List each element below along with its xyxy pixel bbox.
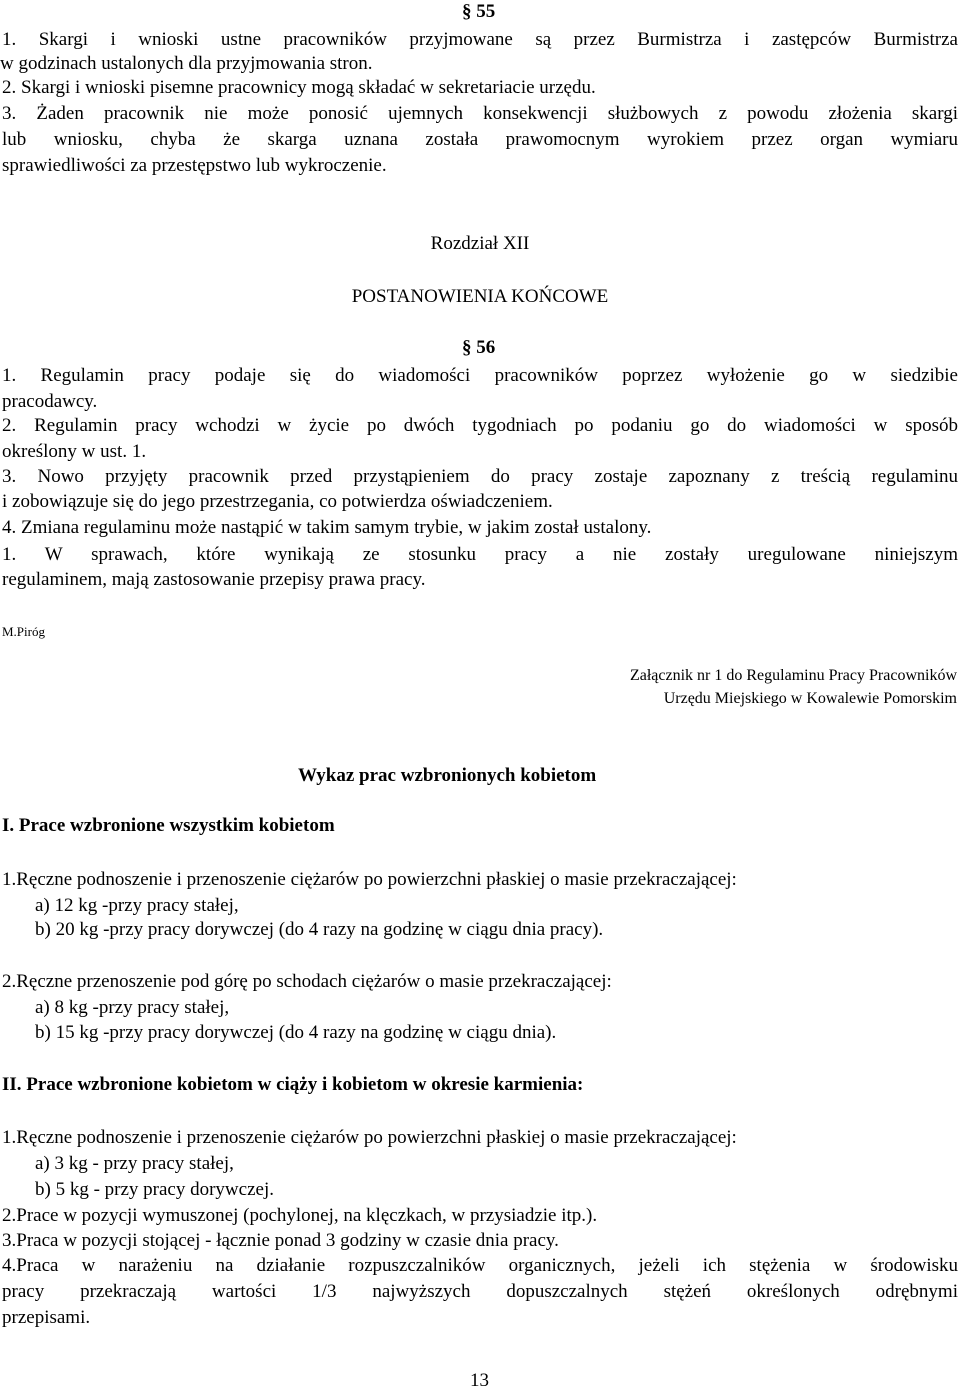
s55-line-5: lub wniosku, chyba że skarga uznana została prawomocnym wyrokiem przez organ wymiaru (2, 129, 958, 150)
s56-line-6: i zobowiązuje się do jego przestrzegania, co potwierdza oświadczeniem. (2, 491, 553, 512)
part-2-item-2: 2.Prace w pozycji wymuszonej (pochylonej, na klęczkach, w przysiadzie itp.). (2, 1205, 598, 1226)
s55-line-6: sprawiedliwości za przestępstwo lub wykroczenie. (2, 155, 387, 176)
part-2-item-1: 1.Ręczne podnoszenie i przenoszenie ciężarów po powierzchni płaskiej o masie przekraczającej: (2, 1127, 737, 1148)
chapter-number: Rozdział XII (430, 233, 530, 254)
page-number: 13 (470, 1370, 489, 1391)
attachment-line-1: Załącznik nr 1 do Regulaminu Pracy Pracowników (629, 667, 957, 684)
part-1-item-2: 2.Ręczne przenoszenie pod górę po schodach ciężarów o masie przekraczającej: (2, 971, 612, 992)
s56-line-3: 2. Regulamin pracy wchodzi w życie po dwóch tygodniach po podaniu go do wiadomości w sposób (2, 415, 958, 436)
part-2-item-4-line-2: pracy przekraczają wartości 1/3 najwyższych dopuszczalnych stężeń określonych odrębnymi (2, 1281, 958, 1302)
s56-line-4: określony w ust. 1. (2, 441, 147, 462)
part-2-item-3: 3.Praca w pozycji stojącej - łącznie ponad 3 godziny w czasie dnia pracy. (2, 1230, 559, 1251)
s55-line-1: 1. Skargi i wnioski ustne pracowników przyjmowane są przez Burmistrza i zastępców Burmistrza (2, 29, 958, 50)
part-2-heading: II. Prace wzbronione kobietom w ciąży i kobietom w okresie karmienia: (2, 1074, 584, 1095)
part-1-heading: I. Prace wzbronione wszystkim kobietom (2, 815, 335, 836)
part-2-item-1b: b) 5 kg - przy pracy dorywczej. (35, 1179, 274, 1200)
signature: M.Piróg (2, 624, 45, 639)
s55-line-3: 2. Skargi i wnioski pisemne pracownicy mogą składać w sekretariacie urzędu. (2, 77, 596, 98)
part-1-item-1a: a) 12 kg -przy pracy stałej, (35, 895, 239, 916)
part-2-item-1a: a) 3 kg - przy pracy stałej, (35, 1153, 234, 1174)
part-1-item-2b: b) 15 kg -przy pracy dorywczej (do 4 razy na godzinę w ciągu dnia). (35, 1022, 557, 1043)
part-1-item-1b: b) 20 kg -przy pracy dorywczej (do 4 razy na godzinę w ciągu dnia pracy). (35, 919, 604, 940)
s56-line-8: 1. W sprawach, które wynikają ze stosunku pracy a nie zostały uregulowane niniejszym (2, 544, 958, 565)
s56-line-1: 1. Regulamin pracy podaje się do wiadomości pracowników poprzez wyłożenie go w siedzibie (2, 365, 958, 386)
s56-line-5: 3. Nowo przyjęty pracownik przed przystąpieniem do pracy zostaje zapoznany z treścią regulaminu (2, 466, 958, 487)
chapter-title: POSTANOWIENIA KOŃCOWE (351, 286, 609, 307)
part-2-item-4-line-3: przepisami. (2, 1307, 91, 1328)
section-55-heading: § 55 (462, 1, 496, 22)
attachment-line-2: Urzędu Miejskiego w Kowalewie Pomorskim (663, 690, 957, 707)
s56-line-7: 4. Zmiana regulaminu może nastąpić w takim samym trybie, w jakim został ustalony. (2, 517, 652, 538)
s55-line-4: 3. Żaden pracownik nie może ponosić ujemnych konsekwencji służbowych z powodu złożenia skargi (2, 103, 958, 124)
s56-line-2: pracodawcy. (2, 391, 98, 412)
part-2-item-4-line-1: 4.Praca w narażeniu na działanie rozpuszczalników organicznych, jeżeli ich stężenia w środowisku (2, 1255, 958, 1276)
s55-line-2: w godzinach ustalonych dla przyjmowania stron. (0, 53, 373, 74)
s56-line-9: regulaminem, mają zastosowanie przepisy prawa pracy. (2, 569, 426, 590)
list-title: Wykaz prac wzbronionych kobietom (298, 765, 597, 786)
part-1-item-2a: a) 8 kg -przy pracy stałej, (35, 997, 230, 1018)
part-1-item-1: 1.Ręczne podnoszenie i przenoszenie ciężarów po powierzchni płaskiej o masie przekraczającej: (2, 869, 737, 890)
section-56-heading: § 56 (462, 337, 496, 358)
